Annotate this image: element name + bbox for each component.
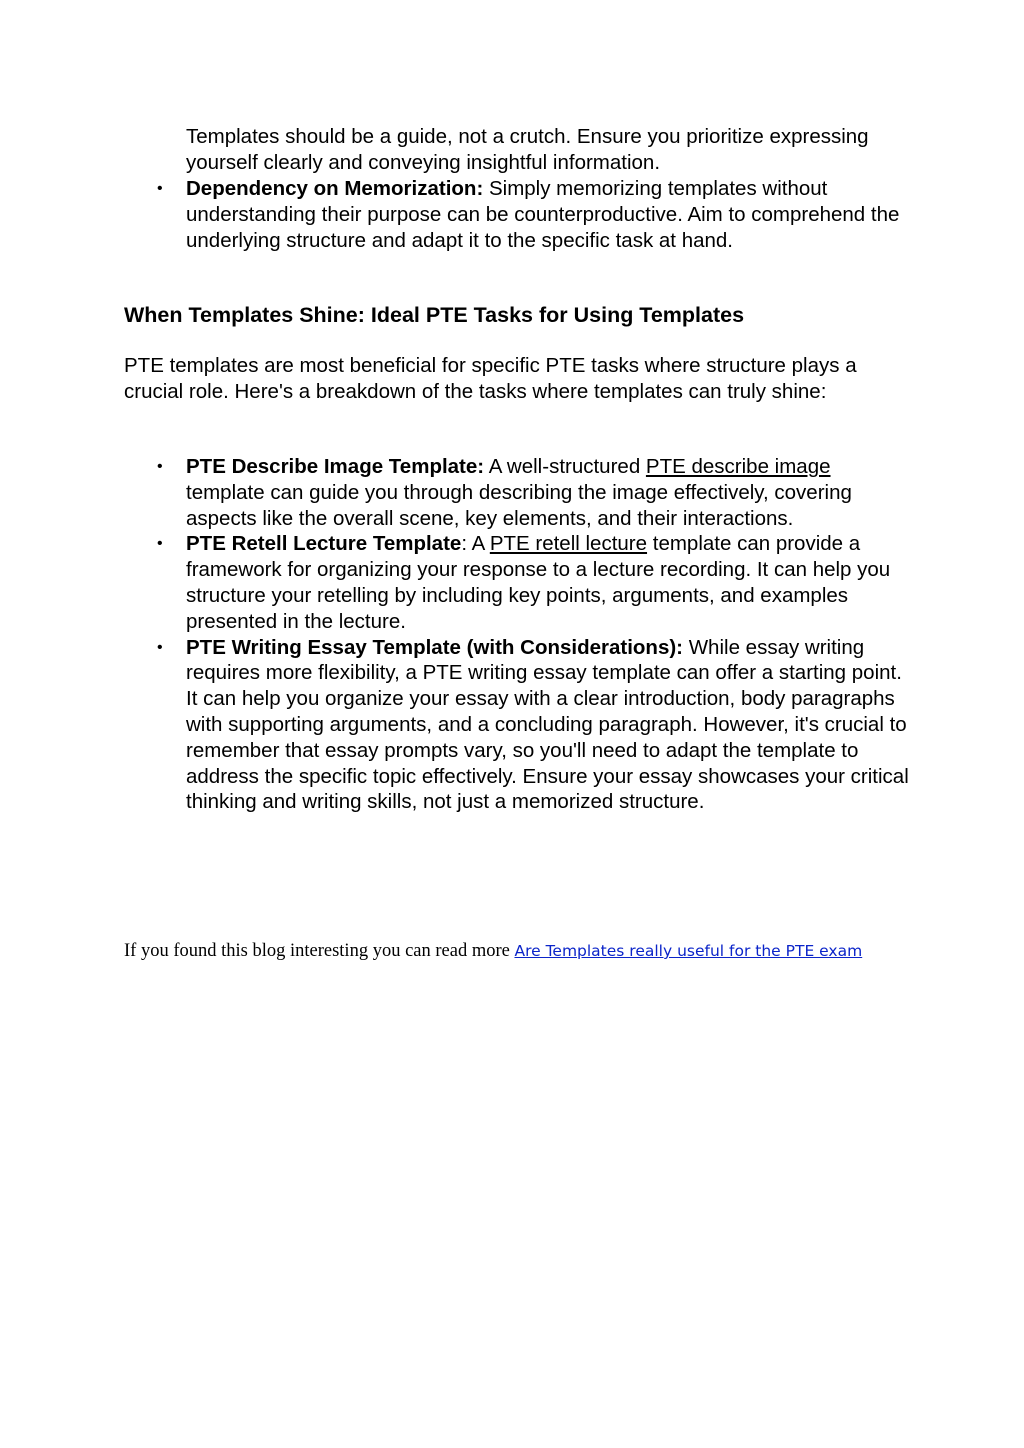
list-item-text: template can guide you through describing the image effectively, covering aspects like the overall scene, key elements, and their interactions. (186, 480, 852, 530)
list-item-retell-lecture (124, 531, 914, 634)
read-more-link[interactable]: Are Templates really useful for the PTE exam (514, 942, 863, 960)
bullet-icon: • (157, 535, 163, 553)
list-item-text: Simply memorizing templates without understanding their purpose can be counterproductive. Aim to comprehend the underlying structure and adapt it to the specific task at hand. (186, 177, 900, 252)
list-item-text: : A (461, 532, 490, 556)
intro-paragraph: PTE templates are most beneficial for specific PTE tasks where structure plays a crucial role. Here's a breakdown of the tasks where templates can truly shine: (124, 354, 857, 403)
list-item-text: A well-structured (484, 455, 646, 478)
bullet-icon: • (157, 458, 163, 475)
list-item (124, 176, 914, 253)
list-item-term: PTE Retell Lecture Template (186, 532, 462, 556)
list-item-text: template can provide a framework for organizing your response to a lecture recording. It can help you structure your retelling by including key points, arguments, and examples presented in the lecture. (186, 532, 891, 633)
section-heading: When Templates Shine: Ideal PTE Tasks for Using Templates (124, 303, 745, 327)
retell-lecture-link[interactable]: PTE retell lecture (489, 532, 648, 556)
list-item-text: While essay writing requires more flexibility, a PTE writing essay template can offer a starting point. It can help you organize your essay with a clear introduction, body paragraphs with supporting arguments, and a concluding paragraph. However, it's crucial to remember that essay prompts vary, so you'll need to adapt the template to address the specific topic effectively. Ensure your essay showcases your critical thinking and writing skills, not just a memorized structure. (186, 635, 909, 814)
footer-paragraph (124, 939, 904, 963)
task-bullet-list (124, 454, 914, 815)
describe-image-link[interactable]: PTE describe image (645, 455, 831, 478)
list-item-term: PTE Writing Essay Template (with Considerations): (186, 635, 684, 659)
list-item-writing-essay (124, 635, 914, 816)
continuation-paragraph: Templates should be a guide, not a crutch. Ensure you prioritize expressing yourself clearly and conveying insightful information. (186, 125, 869, 174)
bullet-icon: • (157, 638, 163, 656)
list-item-term: PTE Describe Image Template: (186, 455, 485, 478)
first-bullet-list (124, 176, 914, 253)
list-item-term: Dependency on Memorization: (186, 177, 484, 200)
list-item-describe-image (124, 454, 914, 531)
bullet-icon: • (157, 180, 163, 197)
footer-text: If you found this blog interesting you can read more (124, 941, 515, 961)
